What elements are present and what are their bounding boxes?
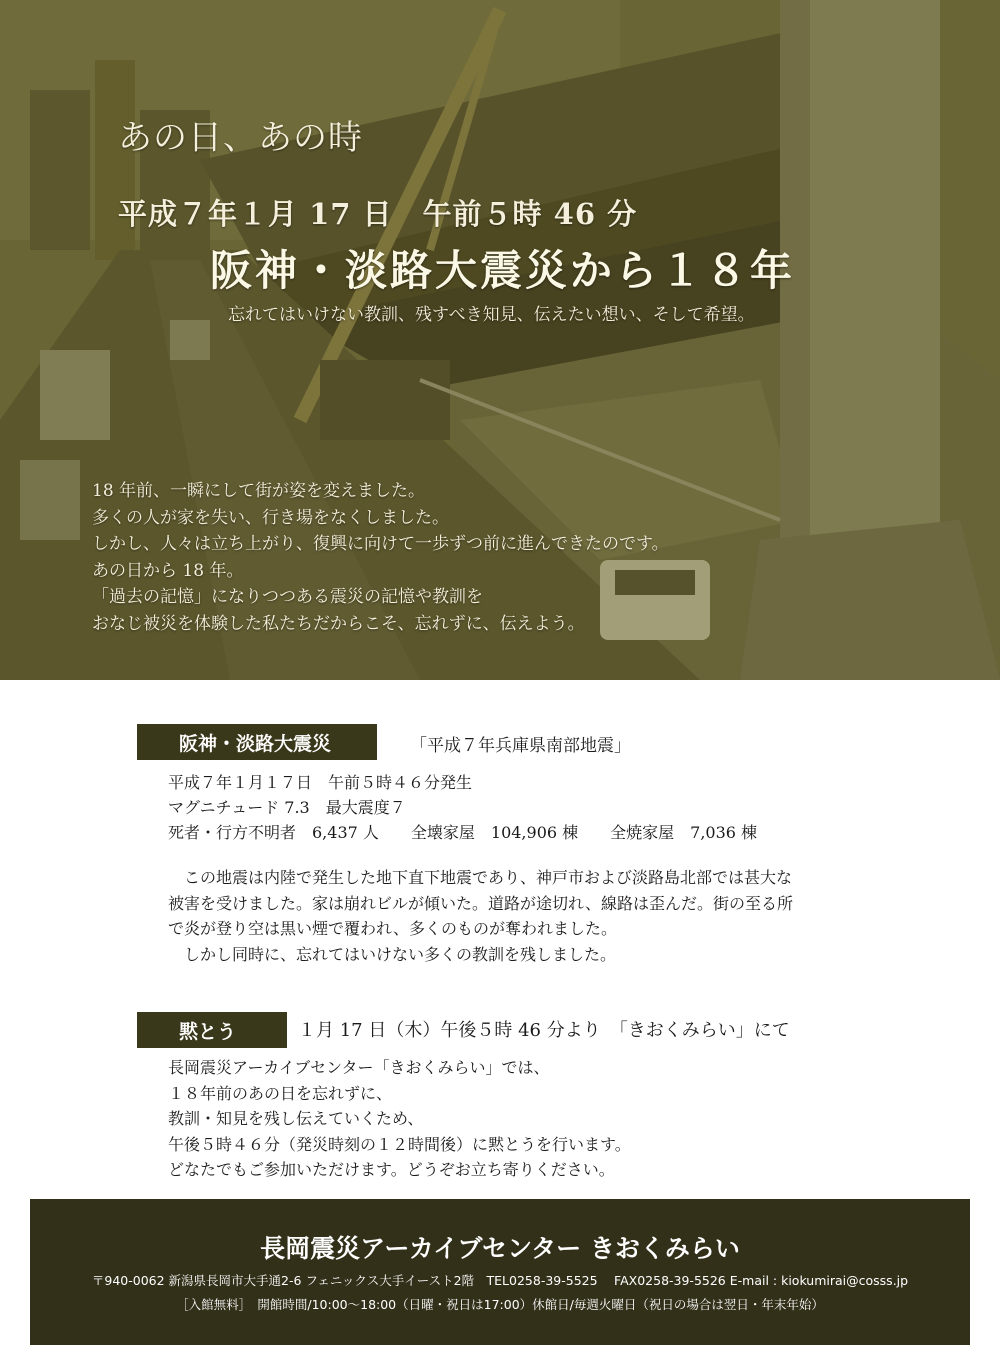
quake-official-name: 「平成７年兵庫県南部地震」 bbox=[410, 736, 631, 756]
hero-date: 平成７年１月 17 日 午前５時 46 分 bbox=[118, 197, 638, 231]
hero-body-line: 多くの人が家を失い、行き場をなくしました。 bbox=[92, 507, 449, 528]
mokuto-body-line: どなたでもご参加いただけます。どうぞお立ち寄りください。 bbox=[168, 1160, 615, 1179]
hero-body-line: しかし、人々は立ち上がり、復興に向けて一歩ずつ前に進んできたのです。 bbox=[92, 534, 669, 554]
hero-body-line: 「過去の記憶」になりつつある震災の記憶や教訓を bbox=[92, 587, 483, 607]
hero-title: 阪神・淡路大震災から１８年 bbox=[210, 246, 796, 295]
hero-body-line: あの日から 18 年。 bbox=[92, 560, 244, 581]
footer-center-name: 長岡震災アーカイブセンター きおくみらい bbox=[260, 1234, 740, 1263]
footer bbox=[30, 1199, 970, 1345]
hero-body-line: 18 年前、一瞬にして街が姿を変えました。 bbox=[92, 481, 426, 501]
footer-hours: ［入館無料］ 開館時間/10:00～18:00（日曜・祝日は17:00）休館日/毎週火曜日（祝日の場合は翌日・年末年始） bbox=[176, 1297, 824, 1312]
mokuto-schedule: １月 17 日（木）午後５時 46 分より 「きおくみらい」にて bbox=[298, 1020, 790, 1041]
footer-address: 〒940-0062 新潟県長岡市大手通2-6 フェニックス大手イースト2階 TEL0258-39-5525 FAX0258-39-5526 E-mail : kiokumirai@cosss.jp bbox=[91, 1273, 909, 1288]
hero-catchphrase: あの日、あの時 bbox=[118, 118, 363, 158]
quake-description bbox=[168, 865, 793, 967]
quake-description-line: しかし同時に、忘れてはいけない多くの教訓を残しました。 bbox=[168, 944, 617, 964]
mokuto-section-label: 黙とう bbox=[137, 1012, 287, 1048]
quake-fact-line: マグニチュード 7.3 最大震度７ bbox=[168, 798, 406, 817]
mokuto-body-line: 教訓・知見を残し伝えていくため、 bbox=[168, 1109, 424, 1128]
quake-fact-line: 平成７年１月１７日 午前５時４６分発生 bbox=[168, 773, 473, 792]
quake-fact-line: 死者・行方不明者 6,437 人 全壊家屋 104,906 棟 全焼家屋 7,036 棟 bbox=[168, 823, 758, 842]
mokuto-body-line: 長岡震災アーカイブセンター「きおくみらい」では、 bbox=[168, 1058, 550, 1077]
quake-facts bbox=[168, 770, 757, 845]
mokuto-body-line: 午後５時４６分（発災時刻の１２時間後）に黙とうを行います。 bbox=[168, 1134, 631, 1154]
mokuto-body bbox=[168, 1055, 631, 1183]
quake-description-line: で炎が登り空は黒い煙で覆われ、多くのものが奪われました。 bbox=[168, 919, 617, 938]
quake-description-line: 被害を受けました。家は崩れビルが傾いた。道路が途切れ、線路は歪んだ。街の至る所 bbox=[168, 893, 793, 913]
hero-subtitle: 忘れてはいけない教訓、残すべき知見、伝えたい想い、そして希望。 bbox=[228, 305, 755, 325]
hero-body-line: おなじ被災を体験した私たちだからこそ、忘れずに、伝えよう。 bbox=[92, 613, 585, 634]
quake-description-line: この地震は内陸で発生した地下直下地震であり、神戸市および淡路島北部では甚大な bbox=[168, 868, 793, 887]
quake-section-label: 阪神・淡路大震災 bbox=[137, 724, 377, 760]
hero-body bbox=[92, 478, 669, 637]
mokuto-body-line: １８年前のあの日を忘れずに、 bbox=[168, 1083, 393, 1103]
